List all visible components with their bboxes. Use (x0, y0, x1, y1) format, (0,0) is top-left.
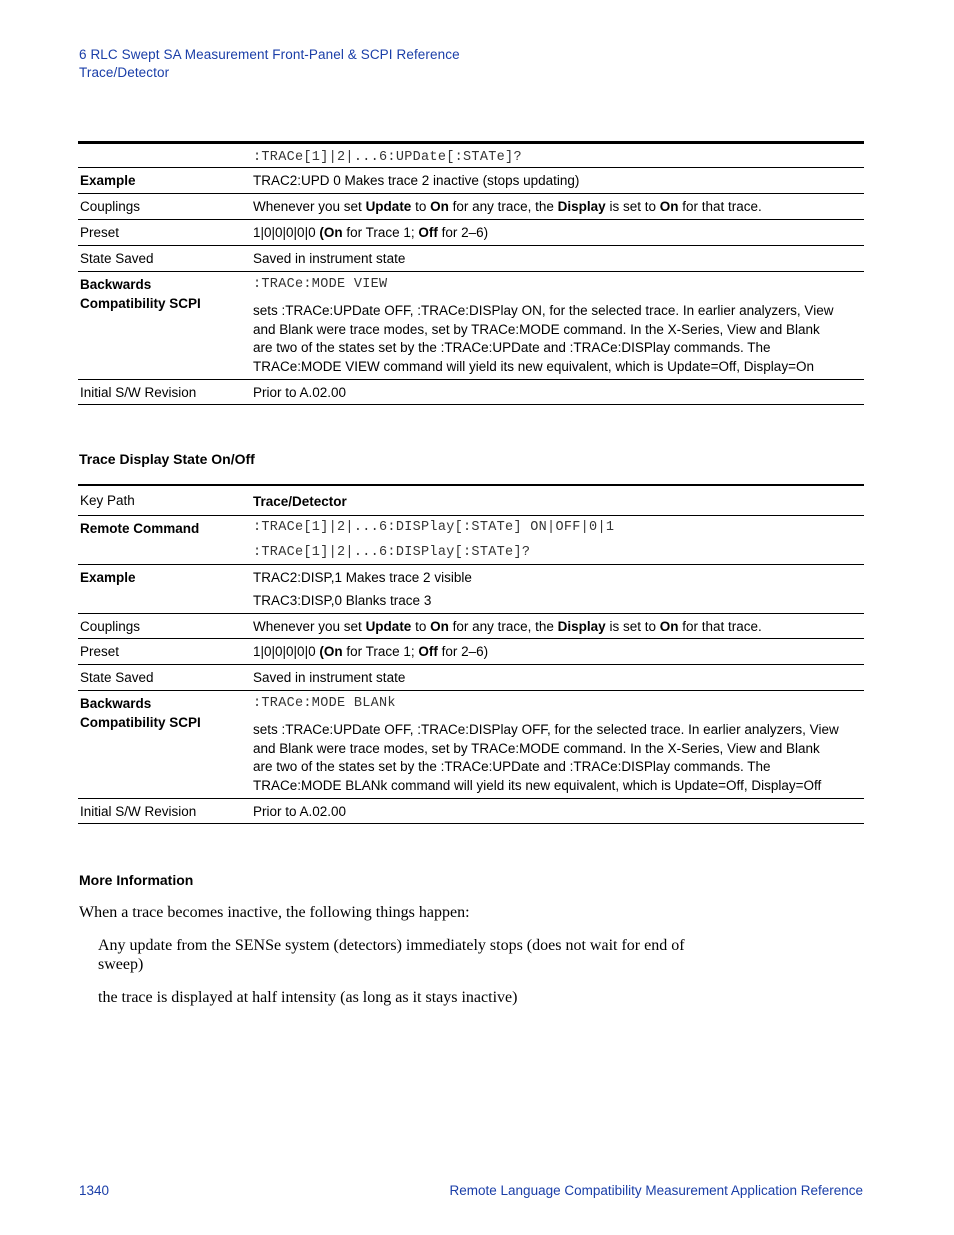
compat-text-2: and Blank were trace modes, set by TRACe:MODE command. In the X-Series, View and Blank (253, 322, 820, 337)
compat-command-2: :TRACe:MODE BLANk (253, 696, 396, 711)
document-title: Remote Language Compatibility Measurement Application Reference (449, 1183, 863, 1198)
compat-text-3: are two of the states set by the :TRACe:UPDate and :TRACe:DISPlay commands. The (253, 340, 771, 355)
example-row-2 (78, 565, 864, 614)
page-number: 1340 (79, 1183, 110, 1198)
compat-text-2-2: and Blank were trace modes, set by TRACe:MODE command. In the X-Series, View and Blank (253, 741, 820, 756)
state-saved-value: Saved in instrument state (253, 251, 406, 266)
preset-label-2: Preset (80, 644, 120, 659)
remote-query: :TRACe[1]|2|...6:DISPlay[:STATe]? (253, 545, 531, 560)
example-line-1: TRAC2:DISP,1 Makes trace 2 visible (253, 570, 472, 585)
preset-value: 1|0|0|0|0|0 (On for Trace 1; Off for 2–6) (253, 225, 489, 240)
example-label: Example (80, 173, 136, 188)
query-row (78, 144, 864, 168)
compat-label-2a: Backwards (80, 696, 152, 711)
example-line-2: TRAC3:DISP,0 Blanks trace 3 (253, 593, 432, 608)
keypath-label: Key Path (80, 493, 135, 508)
compat-text-1: sets :TRACe:UPDate OFF, :TRACe:DISPlay ON, for the selected trace. In earlier analyzers, View (253, 303, 834, 318)
revision-value-2: Prior to A.02.00 (253, 804, 347, 819)
compat-label-2b: Compatibility SCPI (80, 715, 201, 730)
compat-text-4: TRACe:MODE VIEW command will yield its new equivalent, which is Update=Off, Display=On (253, 359, 814, 374)
state-saved-row (78, 246, 864, 272)
state-saved-label-2: State Saved (80, 670, 154, 685)
section-title-display-state: Trace Display State On/Off (79, 451, 255, 467)
more-info-item-1-line-2: sweep) (98, 956, 144, 973)
compat-text-2-4: TRACe:MODE BLANk command will yield its new equivalent, which is Update=Off, Display=Off (253, 778, 822, 793)
update-state-table (78, 141, 864, 405)
compat-label-1: Backwards (80, 277, 152, 292)
compat-text-2-1: sets :TRACe:UPDate OFF, :TRACe:DISPlay OFF, for the selected trace. In earlier analyzers, View (253, 722, 839, 737)
couplings-value: Whenever you set Update to On for any trace, the Display is set to On for that trace. (253, 199, 762, 214)
more-info-item-2: the trace is displayed at half intensity (as long as it stays inactive) (98, 989, 518, 1006)
compat-row-2 (78, 691, 864, 799)
preset-row (78, 220, 864, 246)
couplings-row-2 (78, 614, 864, 639)
preset-row-2 (78, 639, 864, 665)
preset-label: Preset (80, 225, 120, 240)
couplings-row (78, 194, 864, 220)
more-info-title: More Information (79, 872, 194, 888)
chapter-heading: 6 RLC Swept SA Measurement Front-Panel & SCPI Reference (79, 47, 460, 62)
remote-command-label: Remote Command (80, 521, 200, 536)
example-label-2: Example (80, 570, 136, 585)
preset-value-2: 1|0|0|0|0|0 (On for Trace 1; Off for 2–6) (253, 644, 489, 659)
more-info-intro: When a trace becomes inactive, the following things happen: (79, 904, 470, 921)
revision-value: Prior to A.02.00 (253, 385, 347, 400)
keypath-value: Trace/Detector (253, 494, 347, 509)
section-heading: Trace/Detector (79, 65, 170, 80)
remote-command-row (78, 516, 864, 565)
keypath-row (78, 486, 864, 516)
couplings-label: Couplings (80, 199, 141, 214)
revision-label-2: Initial S/W Revision (80, 804, 197, 819)
couplings-value-2: Whenever you set Update to On for any trace, the Display is set to On for that trace. (253, 619, 762, 634)
example-value: TRAC2:UPD 0 Makes trace 2 inactive (stops updating) (253, 173, 580, 188)
compat-label-2: Compatibility SCPI (80, 296, 201, 311)
query-command: :TRACe[1]|2|...6:UPDate[:STATe]? (253, 150, 522, 165)
compat-row (78, 272, 864, 380)
revision-label: Initial S/W Revision (80, 385, 197, 400)
compat-command: :TRACe:MODE VIEW (253, 277, 388, 292)
revision-row-2 (78, 799, 864, 824)
more-info-item-1-line-1: Any update from the SENSe system (detectors) immediately stops (does not wait for end of (98, 937, 685, 954)
state-saved-label: State Saved (80, 251, 154, 266)
couplings-label-2: Couplings (80, 619, 141, 634)
state-saved-row-2 (78, 665, 864, 691)
remote-command: :TRACe[1]|2|...6:DISPlay[:STATe] ON|OFF|0|1 (253, 520, 615, 535)
state-saved-value-2: Saved in instrument state (253, 670, 406, 685)
example-row (78, 168, 864, 194)
compat-text-2-3: are two of the states set by the :TRACe:UPDate and :TRACe:DISPlay commands. The (253, 759, 771, 774)
revision-row (78, 380, 864, 405)
display-state-table (78, 484, 864, 824)
